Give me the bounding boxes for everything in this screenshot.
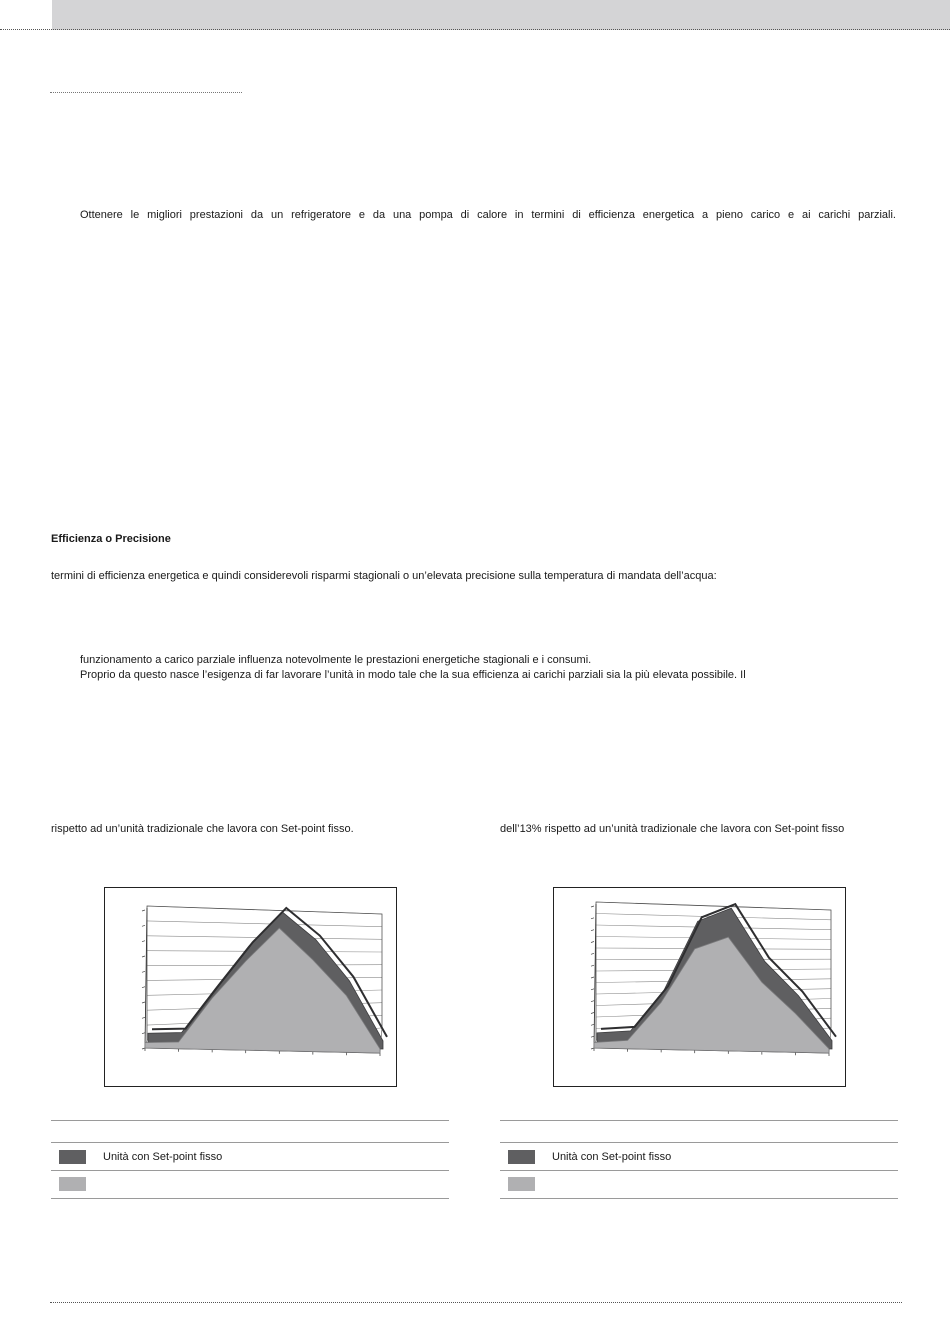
y-tick: [591, 989, 594, 990]
leader-dots: [50, 92, 242, 93]
chart-left-svg: [105, 888, 396, 1086]
y-tick: [142, 956, 145, 957]
legend-label: Unità con Set-point fisso: [103, 1151, 223, 1163]
legend-table-left: [51, 1108, 449, 1199]
y-tick: [142, 941, 145, 942]
gridline: [147, 921, 382, 927]
paragraph-line: termini di efficienza energetica e quindi considerevoli risparmi stagionali o un’elevata precisione sulla temperatura di mandata dell’acqua:: [51, 570, 717, 582]
y-tick: [591, 918, 594, 919]
y-tick: [591, 1048, 594, 1049]
y-tick: [142, 910, 145, 911]
y-tick: [591, 906, 594, 907]
legend-row-second-series: [51, 1171, 449, 1199]
chart-right: [553, 887, 846, 1087]
y-tick: [591, 1001, 594, 1002]
legend-row-empty: [500, 1108, 898, 1121]
header-dotted-rule: [0, 29, 950, 30]
section-title: Efficienza o Precisione: [51, 533, 171, 545]
y-tick: [142, 1033, 145, 1034]
chart-right-svg: [554, 888, 845, 1086]
y-tick: [591, 930, 594, 931]
y-tick: [142, 1002, 145, 1003]
y-tick: [142, 1048, 145, 1049]
paragraph-line: Proprio da questo nasce l’esigenza di far lavorare l’unità in modo tale che la sua efficienza ai carichi parziali sia la più elevata possibile. Il: [80, 669, 746, 681]
y-tick: [591, 977, 594, 978]
legend-swatch-dark: [508, 1150, 535, 1164]
y-tick: [591, 942, 594, 943]
paragraph-line: funzionamento a carico parziale influenza notevolmente le prestazioni energetiche stagionali e i consumi.: [80, 654, 592, 666]
legend-row-empty: [500, 1121, 898, 1143]
chart-caption-right: dell’13% rispetto ad un’unità tradizionale che lavora con Set-point fisso: [500, 823, 845, 835]
y-tick: [142, 987, 145, 988]
legend-swatch-light: [59, 1177, 86, 1191]
y-tick: [591, 953, 594, 954]
legend-row-fixed-setpoint: [500, 1143, 898, 1171]
chart-left: [104, 887, 397, 1087]
y-tick: [142, 971, 145, 972]
y-tick: [591, 965, 594, 966]
y-tick: [591, 1036, 594, 1037]
intro-paragraph: Ottenere le migliori prestazioni da un refrigeratore e da una pompa di calore in termini di efficienza energetica a pieno carico e ai carichi parziali.: [80, 209, 896, 221]
legend-label: Unità con Set-point fisso: [552, 1151, 672, 1163]
y-tick: [591, 1013, 594, 1014]
legend-row-empty: [51, 1121, 449, 1143]
legend-row-second-series: [500, 1171, 898, 1199]
legend-row-empty: [51, 1108, 449, 1121]
legend-swatch-light: [508, 1177, 535, 1191]
footer-dotted-rule: [50, 1302, 902, 1303]
header-bar: [52, 0, 950, 30]
chart-caption-left: rispetto ad un’unità tradizionale che lavora con Set-point fisso.: [51, 823, 354, 835]
legend-table-right: [500, 1108, 898, 1199]
legend-row-fixed-setpoint: [51, 1143, 449, 1171]
y-tick: [591, 1024, 594, 1025]
y-tick: [142, 925, 145, 926]
legend-swatch-dark: [59, 1150, 86, 1164]
y-tick: [142, 1017, 145, 1018]
